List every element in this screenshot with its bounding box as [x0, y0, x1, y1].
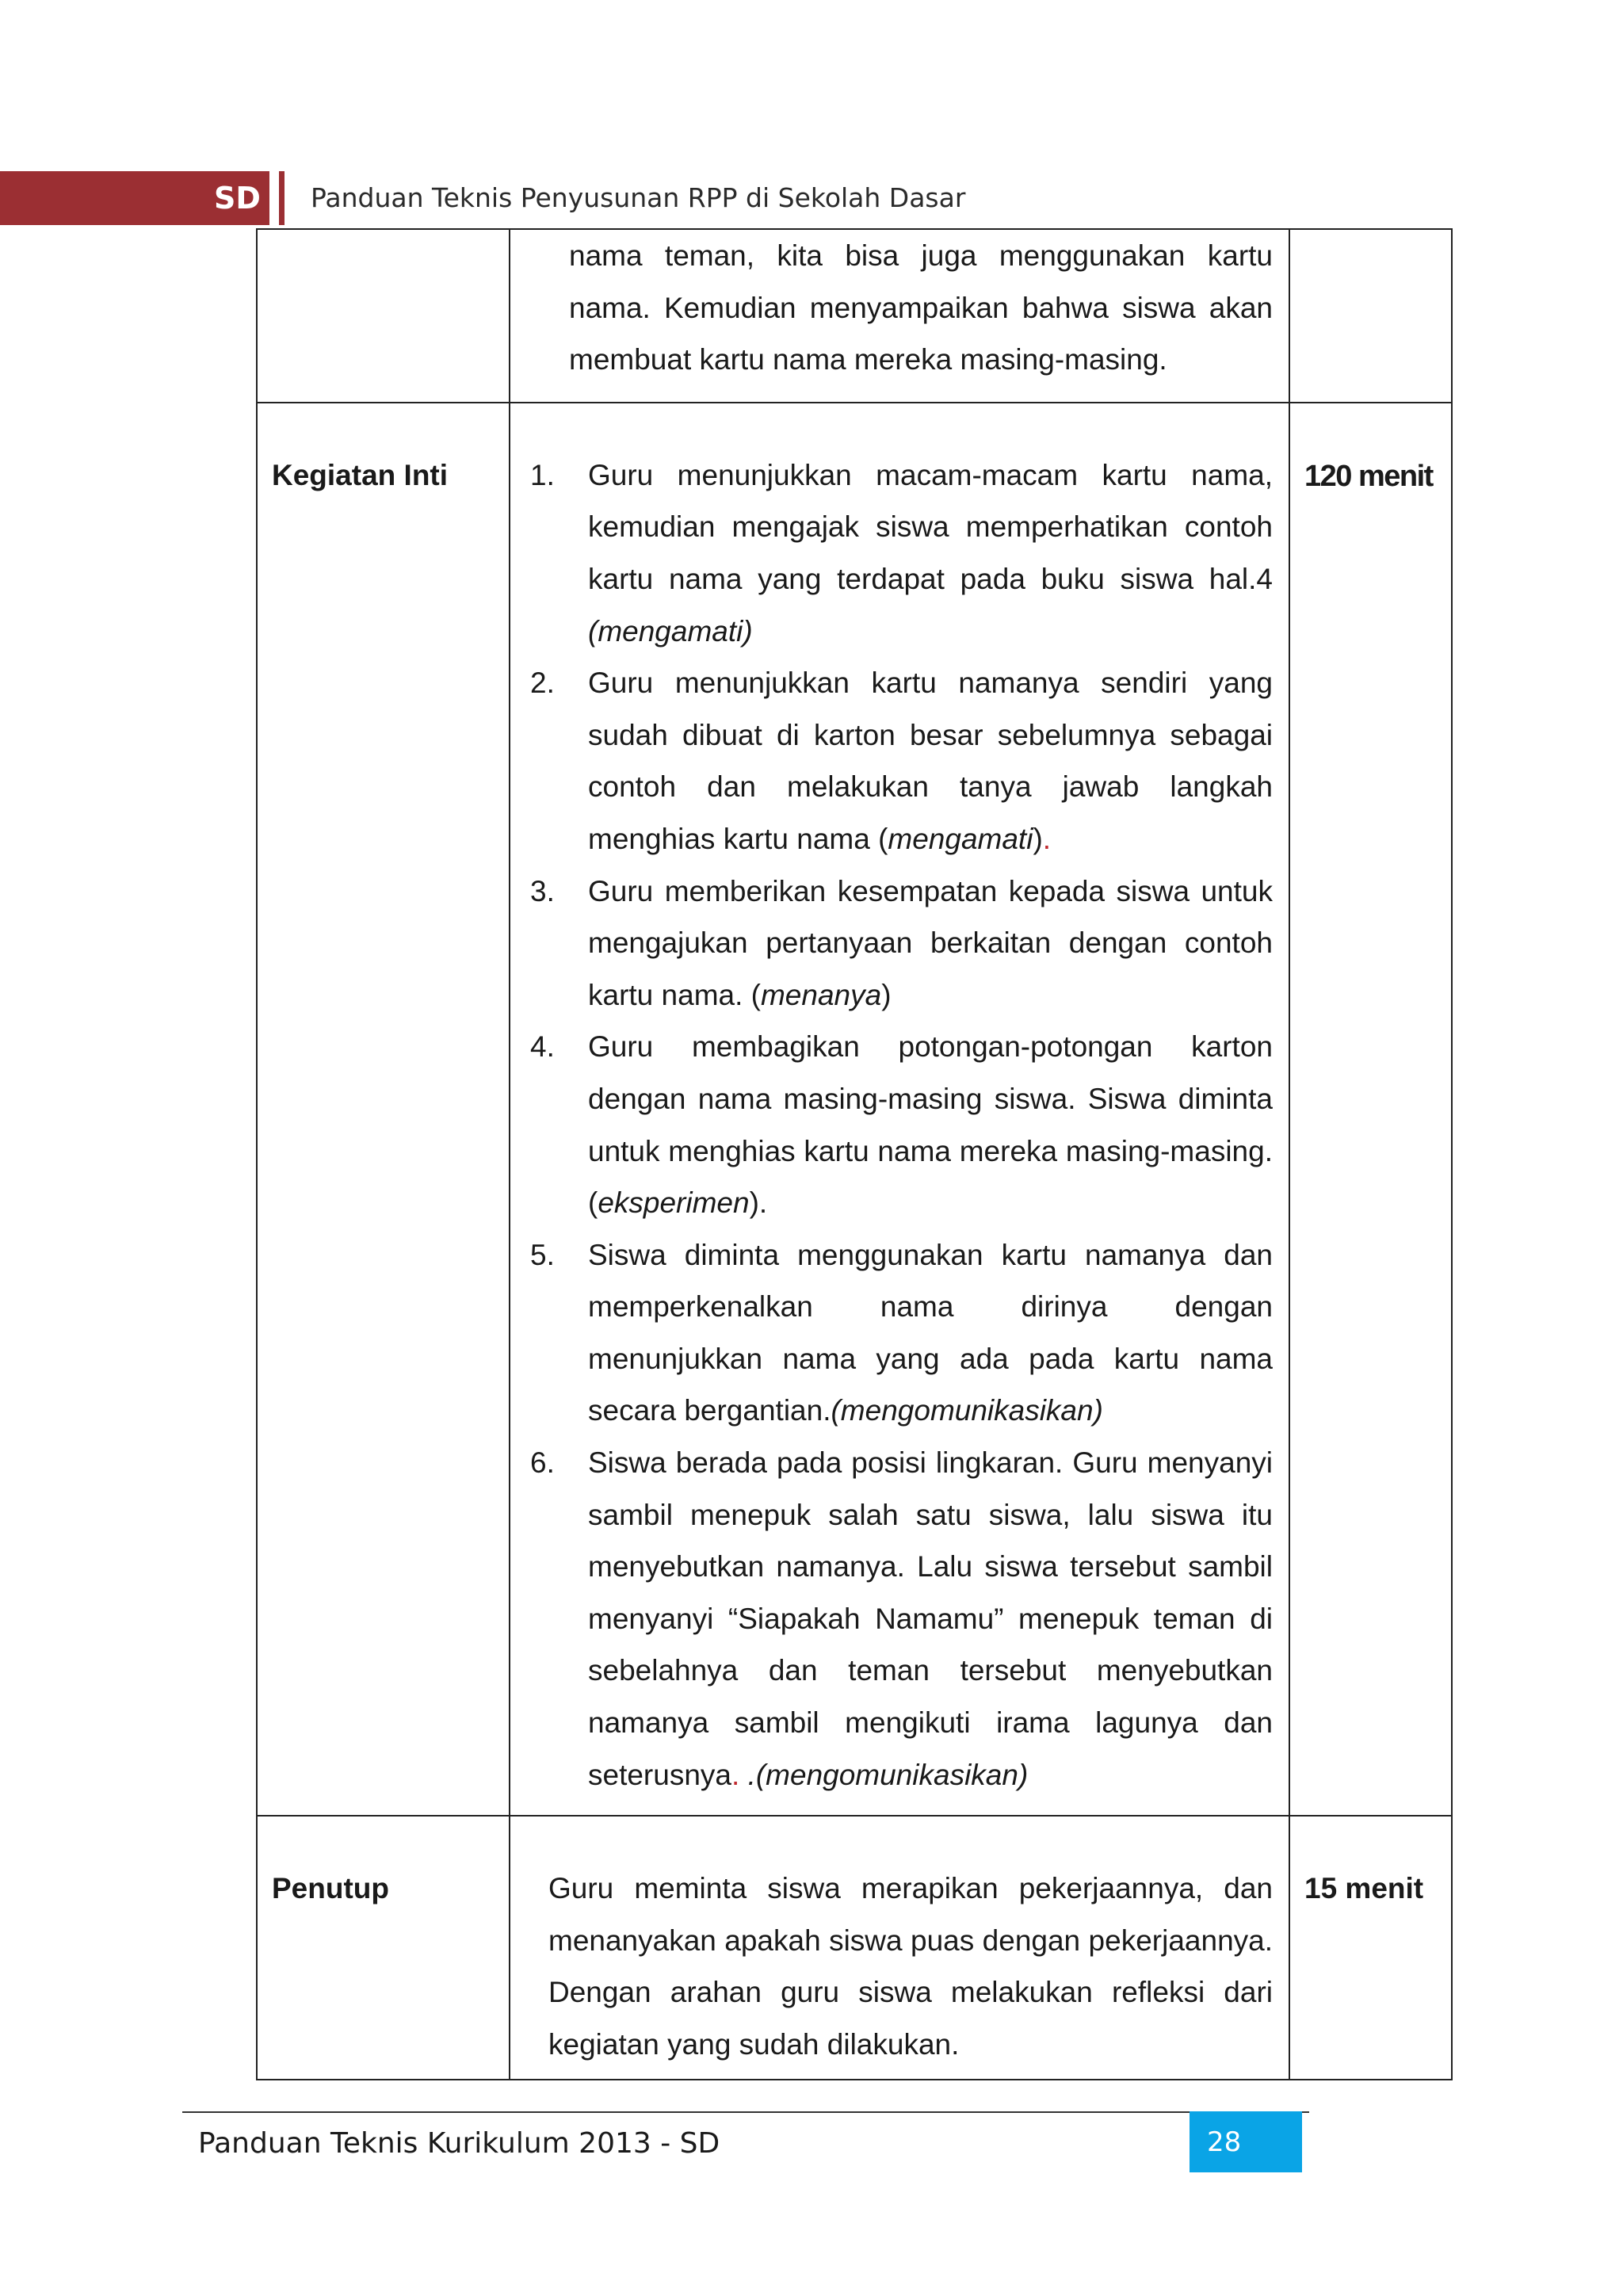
step-text: Guru menunjukkan macam-macam kartu nama, kemudian mengajak siswa memperhatikan contoh kartu nama yang terdapat pada buku siswa hal.4 — [588, 458, 1273, 595]
continuation-text: nama teman, kita bisa juga menggunakan kartu nama. Kemudian menyampaikan bahwa siswa akan membuat kartu nama mereka masing-masing. — [569, 239, 1273, 376]
description-cell-penutup — [510, 1816, 1289, 2079]
step-tag: mengamati — [888, 822, 1033, 855]
step-text: Siswa diminta menggunakan kartu namanya dan memperkenalkan nama dirinya dengan menunjukkan nama yang ada pada kartu nama secara bergantian. — [588, 1238, 1273, 1427]
header-title: Panduan Teknis Penyusunan RPP di Sekolah Dasar — [311, 182, 966, 213]
step-text: Guru memberikan kesempatan kepada siswa untuk mengajukan pertanyaan berkaitan dengan contoh kartu nama. ( — [588, 874, 1273, 1011]
step-number: 6. — [530, 1446, 555, 1480]
description-cell-continuation — [510, 229, 1289, 403]
step-number: 1. — [530, 458, 555, 491]
step-tail: ) — [1033, 822, 1043, 855]
step-tag: (mengamati) — [588, 614, 753, 648]
table-row-continuation — [257, 229, 1452, 403]
list-item-step-4 — [510, 1021, 1273, 1228]
description-cell-kegiatan-inti — [510, 403, 1289, 1816]
phase-cell-kegiatan-inti — [257, 403, 510, 1816]
footer-title: Panduan Teknis Kurikulum 2013 - SD — [198, 2127, 720, 2160]
step-text: Guru menunjukkan kartu namanya sendiri yang sudah dibuat di karton besar sebelumnya sebagai contoh dan melakukan tanya jawab langkah menghias kartu nama ( — [588, 667, 1273, 855]
phase-label-kegiatan-inti: Kegiatan Inti — [272, 458, 449, 491]
phase-cell-penutup — [257, 1816, 510, 2079]
phase-label-penutup: Penutup — [272, 1872, 389, 1905]
page-number: 28 — [1207, 2126, 1242, 2158]
step-number: 2. — [530, 667, 555, 700]
list-item-step-3 — [510, 865, 1273, 1022]
step-tag: eksperimen — [598, 1186, 750, 1220]
step-number: 5. — [530, 1238, 555, 1271]
time-cell-penutup — [1289, 1816, 1452, 2079]
step-tag: menanya — [760, 978, 882, 1011]
step-number: 3. — [530, 874, 555, 907]
time-label-penutup: 15 menit — [1304, 1872, 1424, 1905]
step-tag: (mengomunikasikan) — [831, 1394, 1103, 1427]
table-row-penutup — [257, 1816, 1452, 2079]
table-row-kegiatan-inti — [257, 403, 1452, 1816]
step-tail: ) — [881, 978, 892, 1011]
phase-cell-empty — [257, 229, 510, 403]
header-divider — [279, 171, 285, 225]
step-red-dot: . — [731, 1758, 748, 1791]
step-text: Siswa berada pada posisi lingkaran. Guru menyanyi sambil menepuk salah satu siswa, lalu siswa itu menyebutkan namanya. Lalu siswa tersebut sambil menyanyi “Siapakah Namamu” menepuk teman di sebelahnya dan teman tersebut menyebutkan namanya sambil mengikuti irama lagunya dan seterusnya — [588, 1446, 1273, 1791]
step-tag: .(mengomunikasikan) — [747, 1758, 1029, 1791]
list-item-step-5 — [510, 1229, 1273, 1437]
time-label-kegiatan-inti: 120 menit — [1304, 459, 1433, 493]
rpp-activity-table — [256, 228, 1453, 2080]
step-red-dot: . — [1042, 822, 1052, 855]
steps-list — [510, 403, 1289, 1815]
step-number: 4. — [530, 1030, 555, 1064]
list-item-step-1 — [510, 449, 1273, 657]
time-cell-empty — [1289, 229, 1452, 403]
footer-rule — [182, 2111, 1309, 2113]
penutup-text: Guru meminta siswa merapikan pekerjaannya, dan menanyakan apakah siswa puas dengan pekerjaannya. Dengan arahan guru siswa melakukan refleksi dari kegiatan yang sudah dilakukan. — [548, 1872, 1273, 2061]
list-item-step-2 — [510, 657, 1273, 865]
step-text: Guru membagikan potongan-potongan karton dengan nama masing-masing siswa. Siswa diminta untuk menghias kartu nama mereka masing-masing.( — [588, 1030, 1273, 1220]
header-code: SD — [214, 181, 261, 216]
time-cell-kegiatan-inti — [1289, 403, 1452, 1816]
step-tail: ). — [749, 1186, 768, 1220]
list-item-step-6 — [510, 1437, 1273, 1801]
